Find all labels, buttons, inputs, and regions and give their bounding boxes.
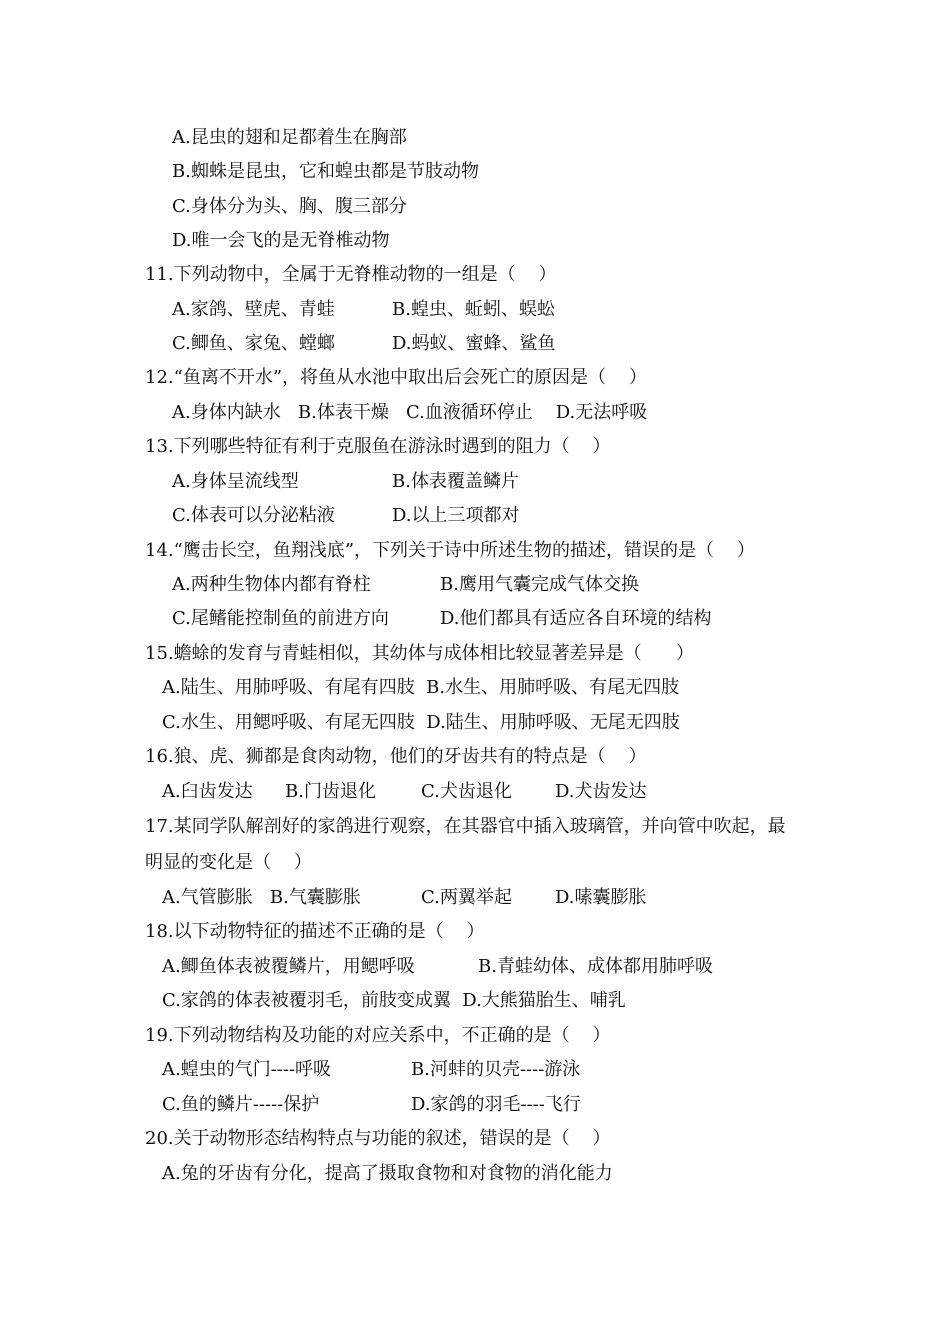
q11-option-c: C.鲫鱼、家兔、螳螂	[172, 333, 335, 354]
q17-stem-cont: 明显的变化是（ ）	[145, 852, 312, 873]
q15-options-cd: C.水生、用鳃呼吸、有尾无四肢 D.陆生、用肺呼吸、无尾无四肢	[162, 712, 680, 733]
q16-option-a: A.臼齿发达	[162, 781, 253, 802]
q12-stem: 12.“鱼离不开水”，将鱼从水池中取出后会死亡的原因是（ ）	[145, 367, 647, 388]
q10-option-d: D.唯一会飞的是无脊椎动物	[172, 230, 390, 251]
q18-stem: 18.以下动物特征的描述不正确的是（ ）	[145, 921, 485, 942]
q19-option-c: C.鱼的鳞片-----保护	[162, 1094, 320, 1115]
q19-stem: 19.下列动物结构及功能的对应关系中，不正确的是（ ）	[145, 1025, 611, 1046]
q10-option-c: C.身体分为头、胸、腹三部分	[172, 196, 407, 217]
q16-option-c: C.犬齿退化	[421, 781, 512, 802]
q13-option-a: A.身体呈流线型	[172, 471, 299, 492]
q17-option-d: D.嗉囊膨胀	[555, 887, 647, 908]
q13-stem: 13.下列哪些特征有利于克服鱼在游泳时遇到的阻力（ ）	[145, 436, 611, 457]
q17-options-ab: A.气管膨胀 B.气囊膨胀	[162, 887, 361, 908]
q11-option-b: B.蝗虫、蚯蚓、蜈蚣	[392, 299, 555, 320]
q11-stem: 11.下列动物中，全属于无脊椎动物的一组是（ ）	[145, 264, 557, 285]
q17-option-c: C.两翼举起	[421, 887, 512, 908]
q14-option-d: D.他们都具有适应各自环境的结构	[440, 608, 712, 629]
q20-stem: 20.关于动物形态结构特点与功能的叙述，错误的是（ ）	[145, 1128, 611, 1149]
q20-option-a: A.兔的牙齿有分化，提高了摄取食物和对食物的消化能力	[162, 1163, 613, 1184]
q12-options: A.身体内缺水 B.体表干燥 C.血液循环停止 D.无法呼吸	[172, 402, 648, 423]
q18-options-cd: C.家鸽的体表被覆羽毛，前肢变成翼 D.大熊猫胎生、哺乳	[162, 990, 626, 1011]
q15-stem: 15.蟾蜍的发育与青蛙相似，其幼体与成体相比较显著差异是（ ）	[145, 643, 694, 664]
q18-option-b: B.青蛙幼体、成体都用肺呼吸	[478, 956, 713, 977]
q17-stem: 17.某同学队解剖好的家鸽进行观察，在其器官中插入玻璃管，并向管中吹起，最	[145, 816, 786, 837]
q14-option-a: A.两种生物体内都有脊柱	[172, 574, 371, 595]
q13-option-b: B.体表覆盖鳞片	[392, 471, 519, 492]
q11-option-d: D.蚂蚁、蜜蜂、鲨鱼	[392, 333, 556, 354]
q11-option-a: A.家鸽、壁虎、青蛙	[172, 299, 335, 320]
q14-option-b: B.鹰用气囊完成气体交换	[440, 574, 639, 595]
q16-option-d: D.犬齿发达	[555, 781, 647, 802]
q10-option-b: B.蜘蛛是昆虫，它和蝗虫都是节肢动物	[172, 161, 479, 182]
q16-stem: 16.狼、虎、狮都是食肉动物，他们的牙齿共有的特点是（ ）	[145, 746, 647, 767]
q19-option-d: D.家鸽的羽毛----飞行	[411, 1094, 581, 1115]
q14-stem: 14.“鹰击长空，鱼翔浅底”，下列关于诗中所述生物的描述，错误的是（ ）	[145, 540, 755, 561]
q10-option-a: A.昆虫的翅和足都着生在胸部	[172, 127, 407, 148]
q15-options-ab: A.陆生、用肺呼吸、有尾有四肢 B.水生、用肺呼吸、有尾无四肢	[162, 677, 680, 698]
q16-option-b: B.门齿退化	[285, 781, 376, 802]
q13-option-d: D.以上三项都对	[392, 505, 520, 526]
q13-option-c: C.体表可以分泌粘液	[172, 505, 335, 526]
q14-option-c: C.尾鳍能控制鱼的前进方向	[172, 608, 389, 629]
q19-option-a: A.蝗虫的气门----呼吸	[162, 1059, 332, 1080]
q19-option-b: B.河蚌的贝壳----游泳	[411, 1059, 581, 1080]
q18-option-a: A.鲫鱼体表被覆鳞片，用鳃呼吸	[162, 956, 415, 977]
